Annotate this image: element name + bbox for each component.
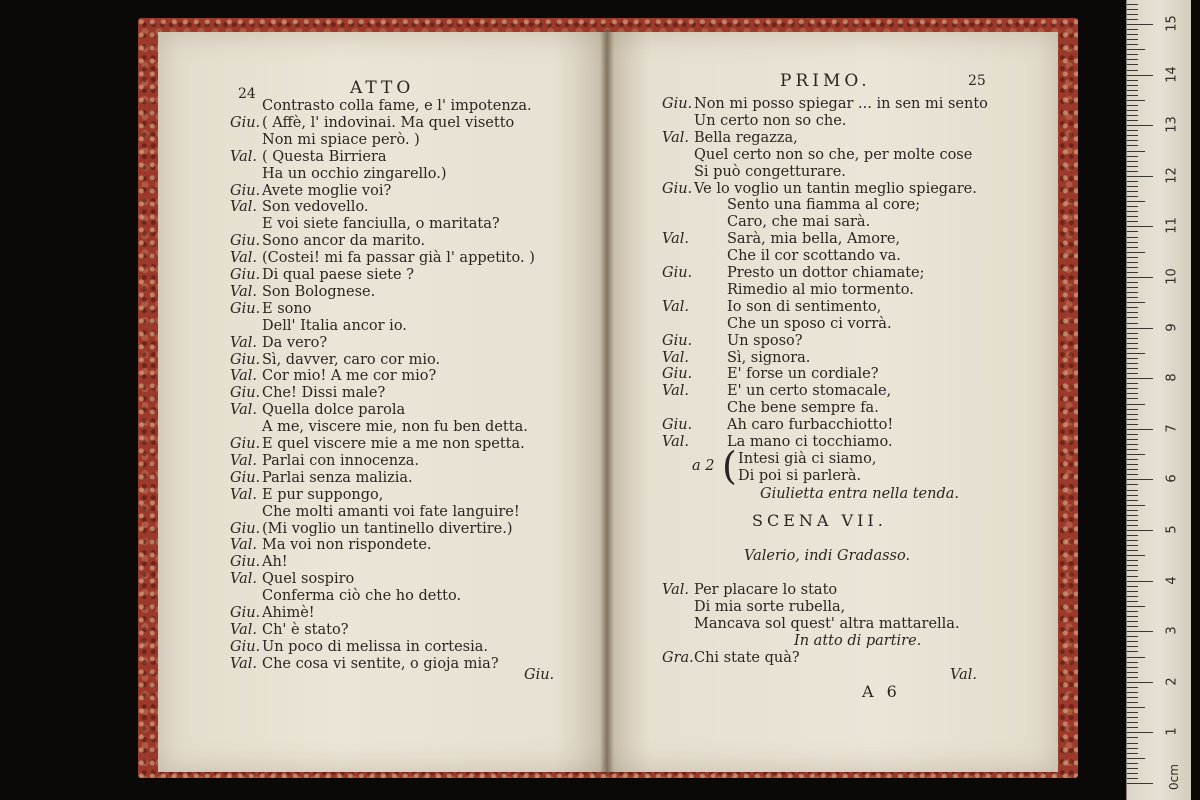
ruler-tick [1127,495,1138,496]
dialogue-line: Che molti amanti voi fate languire! [262,503,520,520]
dialogue-line: Conferma ciò che ho detto. [262,588,462,605]
song-line: La mano ci tocchiamo. [727,434,893,450]
song-line: E' forse un cordiale? [727,366,879,383]
ruler-tick [1127,262,1138,263]
ruler-tick [1127,267,1138,268]
speaker-label: Val. [662,383,690,400]
ruler-tick [1127,586,1138,587]
ruler-number: 1 [1164,727,1180,737]
ruler-tick [1127,737,1138,738]
ruler-tick [1127,601,1138,602]
speaker-label: Giu. [662,265,693,281]
dialogue-line: Si può congetturare. [694,163,846,180]
ruler-tick [1127,530,1153,531]
dialogue-line: (Costei! mi fa passar già l' appetito. ) [262,250,535,267]
ruler-tick [1127,237,1138,238]
ruler-tick [1127,616,1138,617]
ruler-tick [1127,353,1145,354]
ruler-tick [1127,753,1138,754]
ruler-tick [1127,282,1138,283]
ruler-tick [1127,4,1138,5]
song-line: Ah caro furbacchiotto! [727,417,894,434]
speaker-label: Val. [662,298,690,315]
signature-mark: A 6 [862,682,901,701]
duet-brace: ( [722,443,737,488]
song-line: Sì, signora. [727,349,811,366]
speaker-label: Giu. [230,638,261,655]
ruler-tick [1127,657,1145,658]
ruler-tick [1127,95,1138,96]
ruler-tick [1127,484,1138,485]
dialogue-line: Quel certo non so che, per molte cose [694,146,973,163]
stage-direction: In atto di partire. [794,632,922,649]
ruler-tick [1127,171,1138,172]
ruler-tick [1127,768,1138,769]
dialogue-line: A me, viscere mie, non fu ben detta. [262,419,528,436]
speaker-label: Giu. [230,436,261,452]
duet-line: Di poi si parlerà. [738,467,862,484]
ruler-tick [1127,636,1138,637]
song-line: Che bene sempre fa. [727,400,879,417]
ruler-tick [1127,667,1138,668]
ruler-tick [1127,252,1145,253]
dialogue-line: E quel viscere mie a me non spetta. [262,436,525,452]
ruler-tick [1127,343,1138,344]
ruler-tick [1127,363,1138,364]
ruler-tick [1127,459,1138,460]
ruler-tick [1127,151,1145,152]
ruler-tick [1127,550,1138,551]
ruler-tick [1127,393,1138,394]
dialogue-line: ( Questa Birriera [262,148,387,165]
ruler-tick [1127,732,1153,733]
speaker-label: Val. [230,402,258,419]
dialogue-line: Quella dolce parola [262,402,406,419]
speaker-label: Giu. [662,332,693,349]
speaker-label: Giu. [230,233,261,250]
song-line: Che un sposo ci vorrà. [727,315,892,332]
ruler-tick [1127,419,1138,420]
ruler-tick [1127,145,1138,146]
ruler-tick [1127,105,1138,106]
ruler-tick [1127,328,1153,329]
ruler-tick [1127,39,1138,40]
dialogue-line: Mancava sol quest' altra mattarella. [694,615,960,632]
ruler-tick [1127,641,1138,642]
dialogue-line: Ch' è stato? [262,621,349,638]
ruler-tick [1127,702,1138,703]
speaker-label: Val. [230,250,258,267]
ruler-tick [1127,272,1138,273]
ruler-tick [1127,778,1138,779]
ruler-tick [1127,383,1138,384]
ruler-tick [1127,247,1138,248]
duet-marker: a 2 [692,457,715,474]
ruler-tick [1127,414,1138,415]
speaker-label: Val. [230,655,258,672]
ruler-tick [1127,672,1138,673]
speaker-label: Val. [230,486,258,503]
speaker-label: Giu. [230,520,261,537]
ruler-tick [1127,763,1138,764]
dialogue-line: Un certo non so che. [694,112,847,129]
speaker-label: Giu. [662,96,693,112]
ruler-tick [1127,444,1138,445]
dialogue-line: Chi state quà? [694,649,800,666]
song-line: Un sposo? [727,332,803,349]
ruler-tick [1127,743,1138,744]
speaker-label: Giu. [230,114,261,131]
song-line: Che il cor scottando va. [727,248,901,265]
dialogue-line: Sono ancor da marito. [262,233,426,250]
ruler-tick [1127,211,1138,212]
ruler-tick [1127,368,1138,369]
speaker-label: Giu. [230,469,261,486]
ruler-tick [1127,692,1138,693]
ruler-tick [1127,687,1138,688]
dialogue-line: Ahimè! [262,605,315,621]
ruler-tick [1127,479,1153,480]
ruler-tick [1127,226,1153,227]
dialogue-line: Sì, davver, caro cor mio. [262,351,441,368]
ruler-tick [1127,242,1138,243]
ruler-tick [1127,75,1153,76]
ruler-tick [1127,449,1138,450]
speaker-label: Val. [662,582,690,598]
catchword: Giu. [524,667,555,683]
dialogue-line: Dell' Italia ancor io. [262,317,407,334]
dialogue-line: (Mi voglio un tantinello divertire.) [262,520,513,537]
ruler-tick [1127,424,1138,425]
right-page-number: 25 [968,73,986,89]
speaker-label: Giu. [230,351,261,368]
ruler-tick [1127,54,1138,55]
ruler-number: 9 [1164,322,1180,332]
ruler-tick [1127,677,1138,678]
dialogue-line: Da vero? [262,334,328,351]
ruler-tick [1127,560,1138,561]
dialogue-line: Di qual paese siete ? [262,267,414,283]
ruler-tick [1127,540,1138,541]
ruler-tick [1127,64,1138,65]
ruler-number: 12 [1164,167,1180,184]
ruler-tick [1127,14,1138,15]
ruler-tick [1127,338,1138,339]
ruler-number: 11 [1164,217,1180,235]
ruler-tick [1127,469,1138,470]
ruler-tick [1127,717,1138,718]
dialogue-line: Son Bolognese. [262,283,376,300]
ruler-tick [1127,201,1145,202]
ruler-number: 14 [1164,65,1180,83]
dialogue-line: Non mi posso spiegar ... in sen mi sento [694,96,988,112]
ruler-tick [1127,29,1138,30]
speaker-label: Giu. [230,605,261,621]
ruler-tick [1127,651,1138,652]
ruler-tick [1127,176,1153,177]
ruler-tick [1127,712,1138,713]
dialogue-line: Quel sospiro [262,571,355,588]
speaker-label: Gra. [662,649,694,666]
dialogue-line: Avete moglie voi? [262,182,392,199]
ruler-tick [1127,307,1138,308]
speaker-label: Giu. [662,417,693,434]
dialogue-line: E pur suppongo, [262,486,384,503]
song-line: Caro, che mai sarà. [727,214,871,231]
dialogue-line: Che cosa vi sentite, o gioja mia? [262,655,499,672]
ruler-tick [1127,464,1138,465]
ruler-tick [1127,120,1138,121]
ruler-tick [1127,565,1138,566]
ruler-tick [1127,697,1138,698]
dialogue-line: Parlai con innocenza. [262,452,419,469]
ruler-tick [1127,505,1145,506]
dialogue-line: Contrasto colla fame, e l' impotenza. [262,98,532,114]
ruler-tick [1127,707,1145,708]
ruler-tick [1127,581,1153,582]
speaker-label: Val. [230,537,258,554]
dialogue-line: Cor mio! A me cor mio? [262,368,437,385]
ruler-tick [1127,555,1145,556]
ruler-tick [1127,358,1138,359]
ruler-tick [1127,631,1153,632]
ruler-tick [1127,221,1138,222]
ruler-tick [1127,317,1138,318]
left-page-number: 24 [238,86,256,102]
ruler-number: 6 [1164,474,1180,484]
speaker-label: Val. [662,349,690,366]
speaker-label: Giu. [662,366,693,383]
scene-heading: SCENA VII. [752,511,887,530]
ruler-tick [1127,312,1138,313]
dialogue-line: Di mia sorte rubella, [694,598,846,615]
ruler-tick [1127,429,1153,430]
ruler-tick [1127,439,1138,440]
ruler-tick [1127,110,1138,111]
ruler-tick [1127,611,1138,612]
ruler-tick [1127,722,1138,723]
ruler-tick [1127,535,1138,536]
speaker-label: Val. [662,434,690,450]
ruler-tick [1127,626,1138,627]
speaker-label: Val. [230,199,258,216]
speaker-label: Giu. [662,180,693,197]
ruler-tick [1127,662,1138,663]
ruler-number: 5 [1164,525,1180,534]
ruler-tick [1127,398,1138,399]
ruler-number: 7 [1164,424,1180,433]
ruler-tick [1127,454,1145,455]
ruler-tick [1127,783,1153,784]
duet-line: Intesi già ci siamo, [738,450,877,467]
ruler-tick [1127,545,1138,546]
speaker-label: Val. [230,283,258,300]
dialogue-line: E sono [262,300,312,317]
ruler-tick [1127,576,1138,577]
speaker-label: Giu. [230,300,261,317]
ruler-tick [1127,115,1138,116]
stage-direction: Giulietta entra nella tenda. [760,485,959,502]
ruler-tick [1127,409,1138,410]
song-line: Sarà, mia bella, Amore, [727,231,901,248]
ruler-number: 10 [1164,268,1180,285]
ruler-tick [1127,34,1138,35]
ruler-tick [1127,727,1138,728]
ruler-tick [1127,70,1138,71]
ruler-tick [1127,90,1138,91]
dialogue-line: E voi siete fanciulla, o maritata? [262,216,500,233]
speaker-label: Val. [230,571,258,588]
ruler-tick [1127,292,1138,293]
ruler-tick [1127,388,1138,389]
speaker-label: Giu. [230,182,261,199]
speaker-label: Val. [662,231,690,248]
ruler-number: 15 [1164,15,1180,32]
ruler-tick [1127,621,1138,622]
ruler-tick [1127,161,1138,162]
speaker-label: Val. [662,129,690,146]
ruler-tick [1127,125,1153,126]
ruler-tick [1127,302,1145,303]
ruler-tick [1127,525,1138,526]
ruler-tick [1127,19,1138,20]
dialogue-line: Ve lo voglio un tantin meglio spiegare. [694,180,977,197]
ruler-tick [1127,85,1138,86]
speaker-label: Val. [230,334,258,351]
ruler-tick [1127,474,1138,475]
ruler-tick [1127,196,1138,197]
dialogue-line: Ha un occhio zingarello.) [262,165,447,182]
dialogue-line: ( Affè, l' indovinai. Ma quel visetto [262,114,515,131]
right-running-head: PRIMO. [780,71,871,91]
ruler-tick [1127,166,1138,167]
ruler-tick [1127,231,1138,232]
dialogue-line: Ma voi non rispondete. [262,537,432,554]
speaker-label: Val. [230,621,258,638]
ruler-unit: 0cm [1166,764,1181,790]
ruler-tick [1127,130,1138,131]
song-line: Io son di sentimento, [727,298,882,315]
speaker-label: Giu. [230,267,261,283]
ruler-tick [1127,758,1145,759]
ruler-tick [1127,515,1138,516]
ruler-tick [1127,378,1153,379]
ruler-tick [1127,404,1145,405]
ruler-tick [1127,520,1138,521]
ruler-tick [1127,373,1138,374]
ruler-tick [1127,348,1138,349]
speaker-label: Val. [230,148,258,165]
speaker-label: Giu. [230,385,261,402]
dialogue-line: Son vedovello. [262,199,369,216]
ruler-tick [1127,510,1138,511]
ruler-tick [1127,135,1138,136]
ruler-tick [1127,191,1138,192]
book-gutter [600,30,614,774]
ruler-tick [1127,186,1138,187]
song-line: Sento una fiamma al core; [727,197,921,214]
ruler-tick [1127,216,1138,217]
ruler-tick [1127,206,1138,207]
catchword: Val. [950,667,978,683]
ruler-tick [1127,591,1138,592]
speaker-label: Val. [230,452,258,469]
ruler-tick [1127,80,1138,81]
ruler-tick [1127,323,1138,324]
dialogue-line: Ah! [262,554,288,571]
measurement-ruler [1126,0,1191,800]
ruler-tick [1127,24,1153,25]
ruler-tick [1127,181,1138,182]
ruler-number: 3 [1164,626,1180,635]
ruler-tick [1127,287,1138,288]
ruler-tick [1127,500,1138,501]
dialogue-line: Non mi spiace però. ) [262,131,420,148]
ruler-tick [1127,156,1138,157]
ruler-tick [1127,596,1138,597]
ruler-tick [1127,646,1138,647]
dialogue-line: Parlai senza malizia. [262,469,413,486]
song-line: E' un certo stomacale, [727,383,892,400]
ruler-tick [1127,748,1138,749]
ruler-tick [1127,333,1138,334]
ruler-tick [1127,606,1145,607]
ruler-tick [1127,277,1153,278]
ruler-tick [1127,59,1138,60]
ruler-number: 8 [1164,373,1180,382]
ruler-tick [1127,9,1138,10]
dialogue-line: Un poco di melissa in cortesia. [262,638,489,655]
ruler-tick [1127,570,1138,571]
ruler-tick [1127,100,1145,101]
ruler-tick [1127,490,1138,491]
ruler-number: 4 [1164,575,1180,585]
ruler-tick [1127,140,1138,141]
song-line: Rimedio al mio tormento. [727,281,914,298]
song-line: Presto un dottor chiamate; [727,265,925,281]
ruler-tick [1127,434,1138,435]
speaker-label: Giu. [230,554,261,571]
dialogue-line: Che! Dissi male? [262,385,386,402]
ruler-tick [1127,44,1138,45]
dialogue-line: Bella regazza, [694,129,798,146]
ruler-tick [1127,682,1153,683]
left-running-head: ATTO [350,78,415,98]
ruler-number: 13 [1164,116,1180,133]
ruler-tick [1127,297,1138,298]
scene-characters: Valerio, indi Gradasso. [744,548,911,564]
speaker-label: Val. [230,368,258,385]
ruler-tick [1127,257,1138,258]
ruler-tick [1127,49,1145,50]
ruler-tick [1127,773,1138,774]
dialogue-line: Per placare lo stato [694,582,838,598]
ruler-number: 2 [1164,677,1180,686]
